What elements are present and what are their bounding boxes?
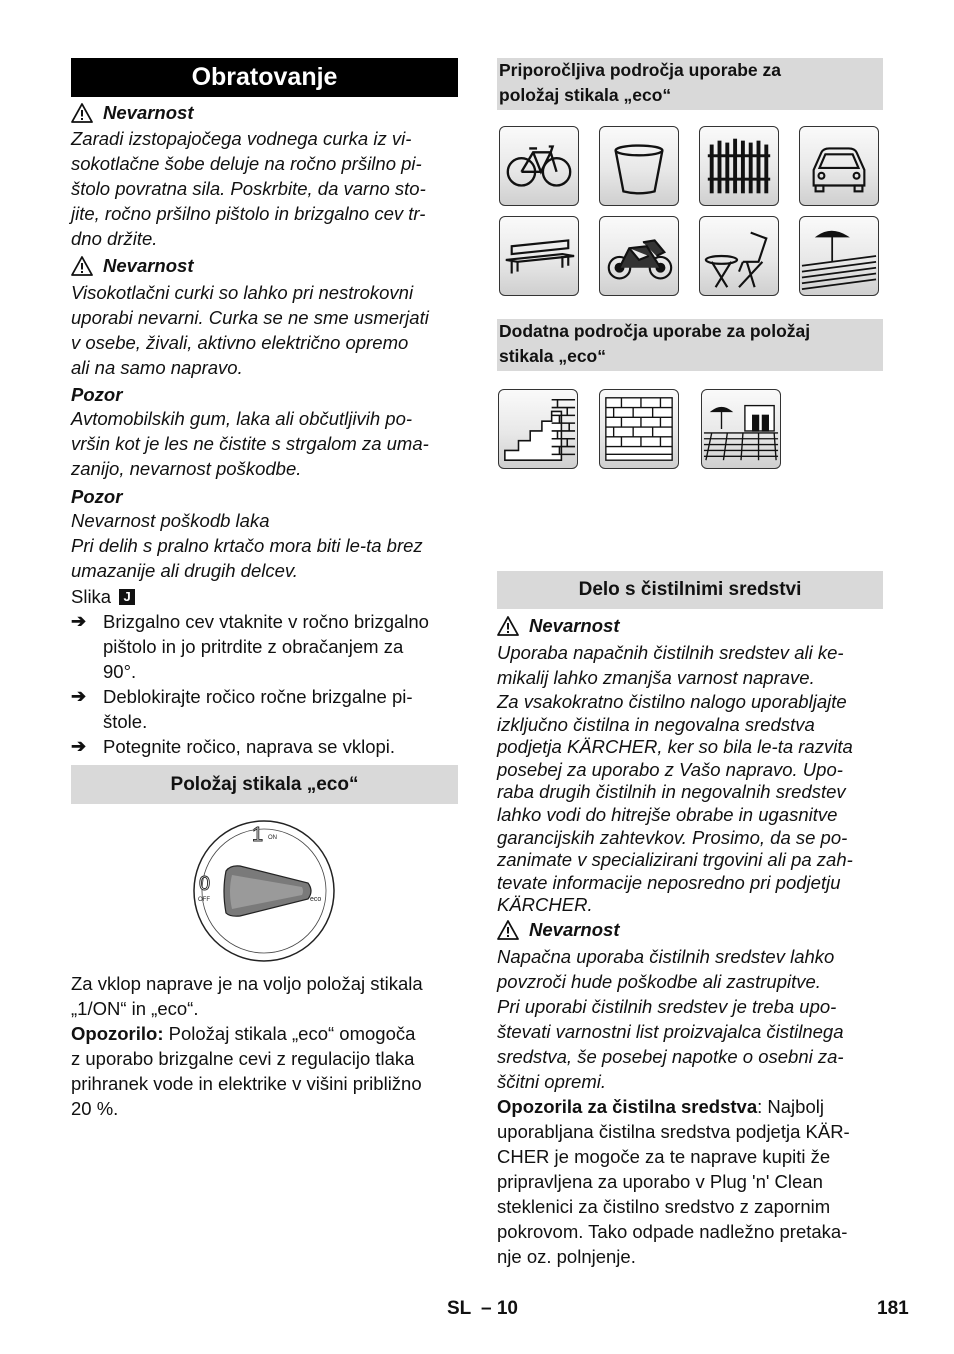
patio-icon bbox=[701, 389, 781, 469]
bicycle-icon bbox=[499, 126, 579, 206]
text-line: pokrovom. Tako odpade nadležno pretaka- bbox=[497, 1221, 848, 1242]
text-line: nje oz. polnjenje. bbox=[497, 1246, 636, 1267]
warning-triangle-icon bbox=[497, 616, 519, 636]
text-line: Nevarnost poškodb laka bbox=[71, 510, 270, 531]
text-line: Pri delih s pralno krtačo mora biti le-ta brez bbox=[71, 535, 423, 556]
text-line: „1/ON“ in „eco“. bbox=[71, 998, 199, 1019]
brick-wall-icon bbox=[599, 389, 679, 469]
dial-on-label: ON bbox=[268, 835, 277, 841]
text-line: garancijskih zahtevkov. Prosimo, da se po- bbox=[497, 826, 848, 848]
note-label: Opozorila za čistilna sredstva bbox=[497, 1096, 758, 1117]
text-line: umazanije ali drugih delcev. bbox=[71, 560, 298, 581]
text-line: Uporaba napačnih čistilnih sredstev ali ke- bbox=[497, 642, 844, 663]
section-heading-recommended bbox=[497, 58, 883, 110]
text-line: ščitni opremi. bbox=[497, 1071, 606, 1092]
step-arrow-icon: ➔ bbox=[71, 686, 87, 706]
dial-off-number: 0 bbox=[199, 873, 211, 895]
text-line: tevate informacije neposredno pri podjetju bbox=[497, 871, 841, 893]
section-heading-additional bbox=[497, 319, 883, 371]
text-line: Priporočljiva področja uporabe za bbox=[499, 60, 782, 80]
text-line: jite, ročno pršilno pištolo in brizgalno cev tr- bbox=[71, 203, 426, 224]
warning-triangle-icon bbox=[71, 103, 93, 123]
page-number: 181 bbox=[877, 1298, 909, 1319]
caution-text-1 bbox=[71, 406, 429, 481]
text-line: stikala „eco“ bbox=[499, 346, 606, 366]
detergent-note bbox=[497, 1094, 850, 1269]
text-line: Visokotlačni curki so lahko pri nestrokovni bbox=[71, 282, 414, 303]
text-line: Brizgalno cev vtaknite v ročno brizgalno bbox=[103, 611, 429, 632]
text-line: uporabljana čistilna sredstva podjetja KÄR- bbox=[497, 1121, 850, 1142]
caution-text-2 bbox=[71, 508, 423, 583]
figure-ref-text: Slika bbox=[71, 586, 112, 607]
note-eco bbox=[71, 1021, 422, 1121]
step-1 bbox=[103, 609, 429, 684]
stone-stairs-icon bbox=[498, 389, 578, 469]
dial-eco-label: eco bbox=[310, 896, 322, 903]
text-line: Avtomobilskih gum, laka ali občutljivih po- bbox=[71, 408, 413, 429]
danger-text-3b bbox=[497, 691, 853, 917]
text-line: lahko vodi do hitrejše obrabe in ugasnitve bbox=[497, 803, 838, 825]
figure-letter-badge: J bbox=[119, 589, 135, 605]
warning-title: Nevarnost bbox=[103, 102, 194, 123]
text-line: prihranek vode in elektrike v višini približno bbox=[71, 1073, 422, 1094]
step-2 bbox=[103, 684, 413, 734]
text-line: raba drugih čistilnih in negovalnih sredstev bbox=[497, 781, 846, 803]
text-line: z uporabo brizgalne cevi z regulacijo tlaka bbox=[71, 1048, 415, 1069]
text-line: Potegnite ročico, naprava se vklopi. bbox=[103, 736, 396, 757]
figure-reference bbox=[71, 584, 135, 609]
section-heading-detergents: Delo s čistilnimi sredstvi bbox=[497, 571, 883, 609]
warning-title: Nevarnost bbox=[103, 255, 194, 276]
text-line: pripravljena za uporabo v Plug 'n' Clean bbox=[497, 1171, 823, 1192]
dial-off-label: OFF bbox=[198, 897, 210, 903]
fence-icon bbox=[699, 126, 779, 206]
danger-text-1 bbox=[71, 126, 426, 251]
car-icon bbox=[799, 126, 879, 206]
step-3 bbox=[103, 734, 395, 759]
danger-warning-1 bbox=[71, 102, 193, 124]
text-line: ali na samo napravo. bbox=[71, 357, 243, 378]
text-line: Za vklop naprave je na voljo položaj stikala bbox=[71, 973, 423, 994]
text-line: izključno čistilna in negovalna sredstva bbox=[497, 713, 815, 735]
text-line: 20 %. bbox=[71, 1098, 119, 1119]
text-line: : Najbolj bbox=[757, 1096, 824, 1117]
text-line: Pri uporabi čistilnih sredstev je treba upo- bbox=[497, 996, 837, 1017]
warning-title: Nevarnost bbox=[529, 919, 620, 940]
warning-triangle-icon bbox=[71, 256, 93, 276]
danger-warning-2 bbox=[71, 255, 193, 277]
text-line: CHER je mogoče za te naprave kupiti že bbox=[497, 1146, 831, 1167]
text-line: steklenici za čistilno sredstvo z zapornim bbox=[497, 1196, 831, 1217]
text-line: Deblokirajte ročico ročne brizgalne pi- bbox=[103, 686, 413, 707]
text-line: sredstva, še posebej napotke o osebni za- bbox=[497, 1046, 844, 1067]
warning-title: Nevarnost bbox=[529, 615, 620, 636]
step-arrow-icon: ➔ bbox=[71, 736, 87, 756]
note-label: Opozorilo: bbox=[71, 1023, 164, 1044]
motorcycle-icon bbox=[599, 216, 679, 296]
text-line: v osebe, živali, aktivno električno opremo bbox=[71, 332, 409, 353]
danger-warning-4 bbox=[497, 919, 619, 941]
para-switch-positions bbox=[71, 971, 423, 1021]
text-line: podjetja KÄRCHER, ker so bila le-ta razvita bbox=[497, 736, 853, 758]
danger-text-3 bbox=[497, 640, 844, 690]
text-line: sokotlačne šobe deluje na ročno pršilno pi- bbox=[71, 153, 422, 174]
bench-icon bbox=[499, 216, 579, 296]
text-line: 90°. bbox=[103, 661, 137, 682]
text-line: položaj stikala „eco“ bbox=[499, 85, 672, 105]
danger-text-2 bbox=[71, 280, 429, 380]
warning-triangle-icon bbox=[497, 920, 519, 940]
text-line: štole. bbox=[103, 711, 148, 732]
text-line: dno držite. bbox=[71, 228, 158, 249]
text-line: štolo povratna sila. Poskrbite, da varno sto- bbox=[71, 178, 426, 199]
dial-on-number: 1 bbox=[252, 824, 264, 846]
text-line: posebej za uporabo z Vašo napravo. Upo- bbox=[497, 758, 843, 780]
text-line: Dodatna področja uporabe za položaj bbox=[499, 321, 811, 341]
text-line: Zaradi izstopajočega vodnega curka iz vi- bbox=[71, 128, 412, 149]
text-line: Za vsakokratno čistilno nalogo uporabljajte bbox=[497, 691, 847, 712]
footer-language: SL bbox=[447, 1298, 472, 1319]
text-line: uporabi nevarni. Curka se ne sme usmerjati bbox=[71, 307, 429, 328]
danger-text-4 bbox=[497, 944, 844, 1094]
text-line: števati varnostni list proizvajalca čistilnega bbox=[497, 1021, 844, 1042]
text-line: zanijo, nevarnost poškodbe. bbox=[71, 458, 302, 479]
text-line: Položaj stikala „eco“ omogoča bbox=[163, 1023, 416, 1044]
switch-dial-figure bbox=[190, 817, 340, 965]
step-arrow-icon: ➔ bbox=[71, 611, 87, 631]
garden-furniture-icon bbox=[699, 216, 779, 296]
flower-pot-icon bbox=[599, 126, 679, 206]
text-line: vršin kot je les ne čistite s strgalom za uma- bbox=[71, 433, 429, 454]
danger-warning-3 bbox=[497, 615, 619, 637]
caution-title-1: Pozor bbox=[71, 384, 123, 405]
text-line: mikalij lahko zmanjša varnost naprave. bbox=[497, 667, 815, 688]
text-line: zanimate v specializirani trgovini ali pa zah- bbox=[497, 849, 853, 871]
section-heading-obratovanje: Obratovanje bbox=[71, 58, 458, 97]
footer-section-page: – 10 bbox=[481, 1298, 518, 1319]
text-line: KÄRCHER. bbox=[497, 894, 593, 916]
caution-title-2: Pozor bbox=[71, 486, 123, 507]
text-line: povzroči hude poškodbe ali zastrupitve. bbox=[497, 971, 821, 992]
text-line: Napačna uporaba čistilnih sredstev lahko bbox=[497, 946, 835, 967]
section-heading-eco: Položaj stikala „eco“ bbox=[71, 765, 458, 804]
text-line: pištolo in jo pritrdite z obračanjem za bbox=[103, 636, 404, 657]
terrace-umbrella-icon bbox=[799, 216, 879, 296]
